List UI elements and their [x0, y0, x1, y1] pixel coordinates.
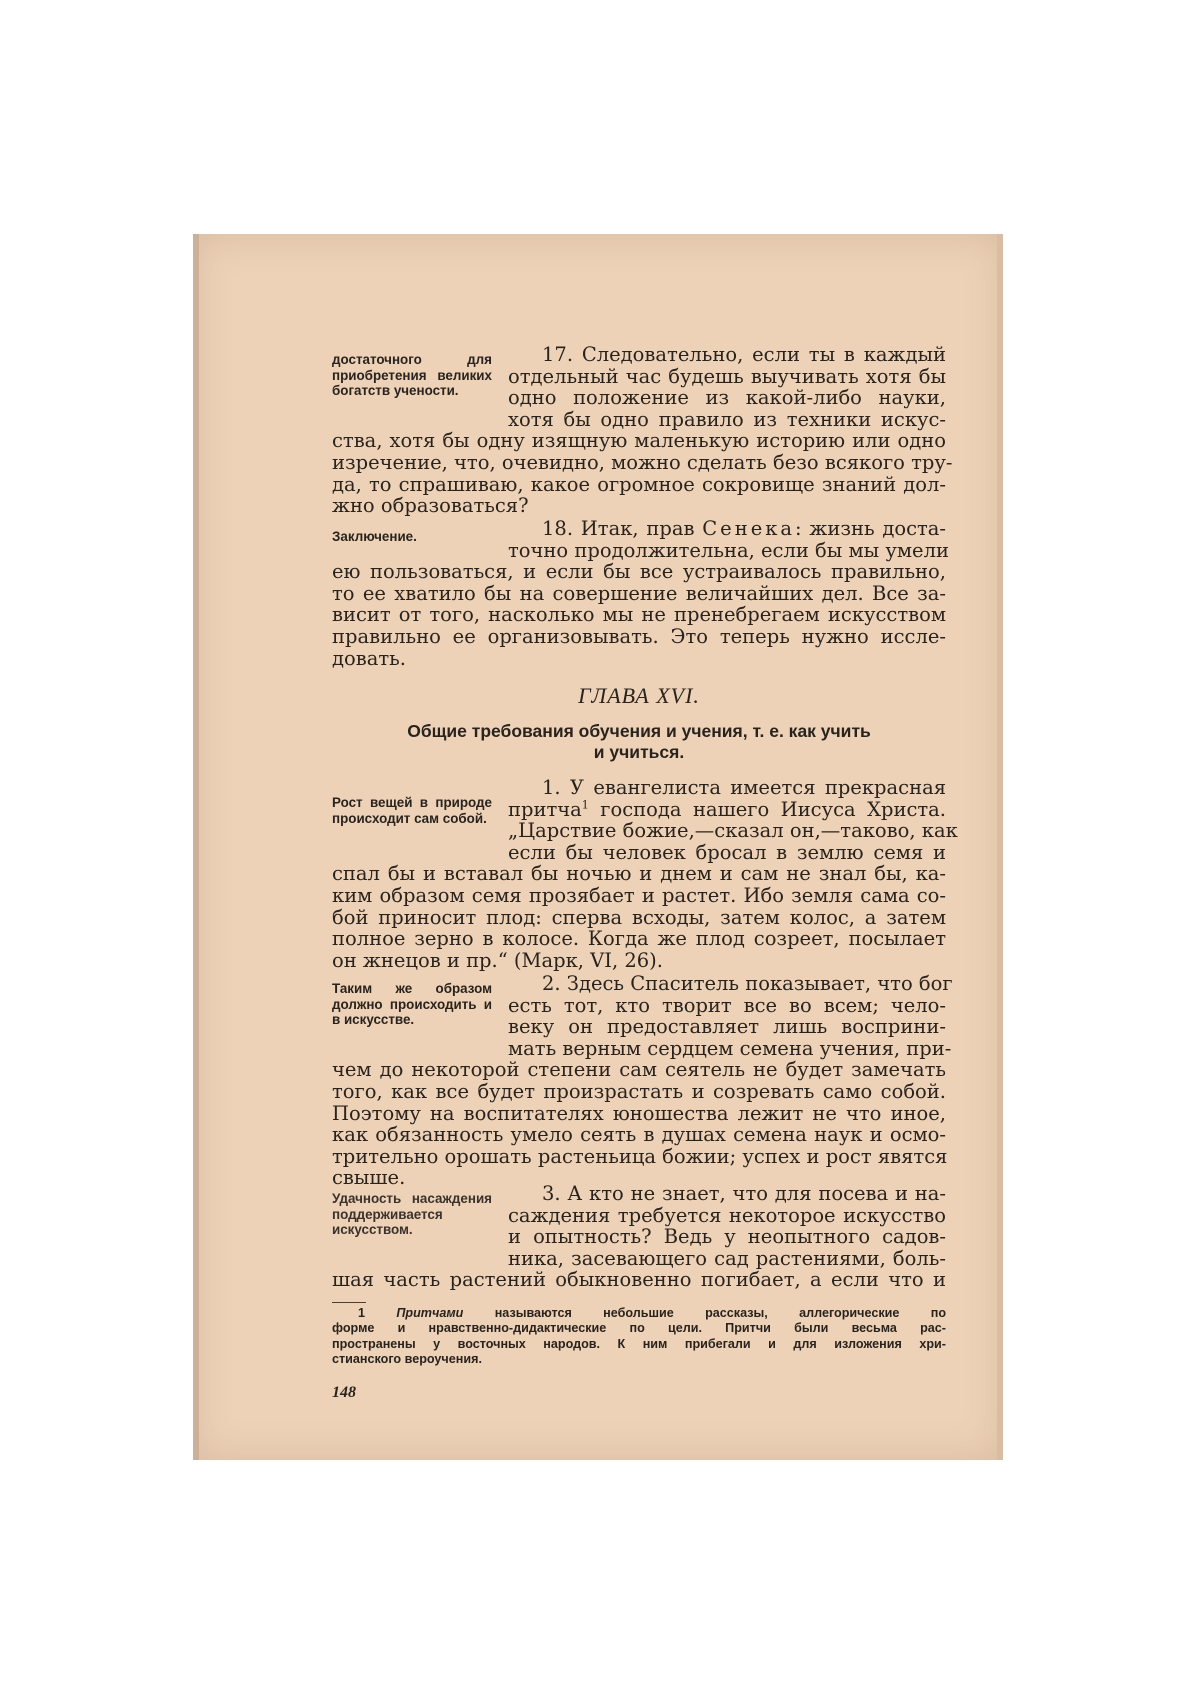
paragraph-line: [332, 518, 946, 540]
paragraph-line: одно положение из какой-либо науки,: [508, 386, 946, 410]
paragraph-line: как обязанность умело сеять в душах семена наук и осмо-: [332, 1123, 946, 1147]
footnote-line: стианского вероучения.: [332, 1352, 482, 1367]
paragraph-line: бой приносит плод: сперва всходы, затем колос, а затем: [332, 905, 946, 929]
text-fragment: 18. Итак, прав: [542, 517, 695, 540]
paragraph-line: он жнецов и пр.“ (Марк, VI, 26).: [332, 948, 663, 972]
text-fragment: называются небольшие рассказы, аллегорические по: [463, 1306, 947, 1320]
paragraph-line: шая часть растений обыкновенно погибает, а если что и: [332, 1268, 946, 1292]
margin-note-nature-growth: Рост вещей в природе происходит сам собой.: [332, 795, 492, 826]
paragraph-line: если бы человек бросал в землю семя и: [508, 840, 946, 864]
footnote-line: форме и нравственно-дидактические по цели. Притчи были весьма рас-: [332, 1321, 946, 1336]
paragraph-2: [332, 972, 953, 1190]
paragraph-1: [332, 776, 958, 972]
paragraph-line: 1. У евангелиста имеется прекрасная: [542, 776, 946, 799]
paragraph-line: веку он предоставляет лишь восприни-: [508, 1015, 946, 1039]
footnote-reference: 1: [581, 798, 589, 812]
text-fragment: притча: [508, 797, 582, 821]
paragraph-line: того, как все будет произрастать и созревать само собой.: [332, 1079, 946, 1103]
footnote-term: Притчами: [396, 1306, 464, 1320]
footnote-line: пространены у восточных народов. К ним прибегали и для изложения хри-: [332, 1336, 946, 1351]
footnote: [332, 1306, 946, 1368]
margin-note-same-in-art: Таким же образом должно происходить и в искусстве.: [332, 981, 492, 1028]
paragraph-line: ства, хотя бы одну изящную маленькую историю или одно: [332, 429, 946, 453]
paragraph-line: есть тот, кто творит все во всем; чело-: [508, 993, 946, 1017]
paragraph-line: правильно ее организовывать. Это теперь нужно иссле-: [332, 624, 946, 648]
paragraph-line: да, то спрашиваю, какое огромное сокровище знаний дол-: [332, 472, 946, 496]
page-right-edge: [997, 234, 1003, 1460]
footnote-rule: [332, 1302, 366, 1303]
paragraph-line: висит от того, насколько мы не пренебрегаем искусством: [332, 603, 946, 627]
paragraph-line: 2. Здесь Спаситель показывает, что бог: [542, 972, 953, 995]
chapter-subtitle-line: Общие требования обучения и учения, т. е. как учить: [407, 721, 871, 741]
chapter-subtitle-line: и учиться.: [593, 742, 685, 762]
paragraph-line: ею пользоваться, и если бы все устраивалось правильно,: [332, 560, 946, 584]
paragraph-line: жно образоваться?: [332, 494, 529, 518]
paragraph-line: ника, засевающего сад растениями, боль-: [508, 1246, 946, 1270]
paragraph-line: свыше.: [332, 1166, 406, 1190]
page-left-edge: [193, 234, 199, 1460]
paragraph-line: точно продолжительна, если бы мы умели: [508, 538, 949, 562]
paragraph-line: спал бы и вставал бы ночью и днем и сам не знал бы, ка-: [332, 862, 946, 886]
paragraph-line: хотя бы одно правило из техники искус-: [508, 407, 946, 431]
paragraph-17: [332, 343, 953, 518]
paragraph-line: полное зерно в колосе. Когда же плод созреет, посылает: [332, 927, 946, 951]
author-name-seneca: Сенека: [702, 517, 796, 540]
paragraph-line: [332, 799, 946, 821]
paragraph-line: саждения требуется некоторое искусство: [508, 1203, 946, 1227]
paragraph-line: „Царствие божие,—сказал он,—таково, как: [508, 819, 958, 843]
paragraph-line: и опытность? Ведь у неопытного садов-: [508, 1225, 946, 1249]
paragraph-3: [332, 1183, 946, 1291]
chapter-subtitle: [332, 721, 946, 763]
margin-note-wealth: достаточного для приобретения великих богатств учености.: [332, 352, 492, 399]
paragraph-line: 17. Следовательно, если ты в каждый: [542, 343, 946, 366]
margin-note-conclusion: Заключение.: [332, 529, 417, 544]
paragraph-line: отдельный час будешь выучивать хотя бы: [508, 364, 946, 388]
chapter-title: ГЛАВА XVI.: [578, 683, 700, 708]
margin-note-planting-skill: Удачность насаждения поддерживается искусством.: [332, 1191, 492, 1238]
text-fragment: : жизнь доста-: [795, 517, 947, 540]
paragraph-line: 3. А кто не знает, что для посева и на-: [542, 1182, 946, 1205]
paragraph-line: то ее хватило бы на совершение величайших дел. Все за-: [332, 581, 946, 605]
paragraph-line: трительно орошать растеньица божии; успех и рост явятся: [332, 1144, 948, 1168]
paragraph-line: довать.: [332, 646, 406, 670]
footnote-line: [332, 1306, 946, 1321]
text-fragment: господа нашего Иисуса Христа.: [588, 797, 946, 821]
footnote-mark: 1: [358, 1306, 366, 1320]
paragraph-line: Поэтому на воспитателях юношества лежит не что иное,: [332, 1101, 946, 1125]
page-number: 148: [332, 1384, 356, 1401]
paragraph-line: изречение, что, очевидно, можно сделать безо всякого тру-: [332, 450, 953, 474]
paragraph-line: ким образом семя прозябает и растет. Ибо земля сама со-: [332, 883, 946, 907]
paragraph-line: чем до некоторой степени сам сеятель не будет замечать: [332, 1058, 946, 1082]
paragraph-18: [332, 517, 949, 670]
paragraph-line: мать верным сердцем семена учения, при-: [508, 1036, 952, 1060]
